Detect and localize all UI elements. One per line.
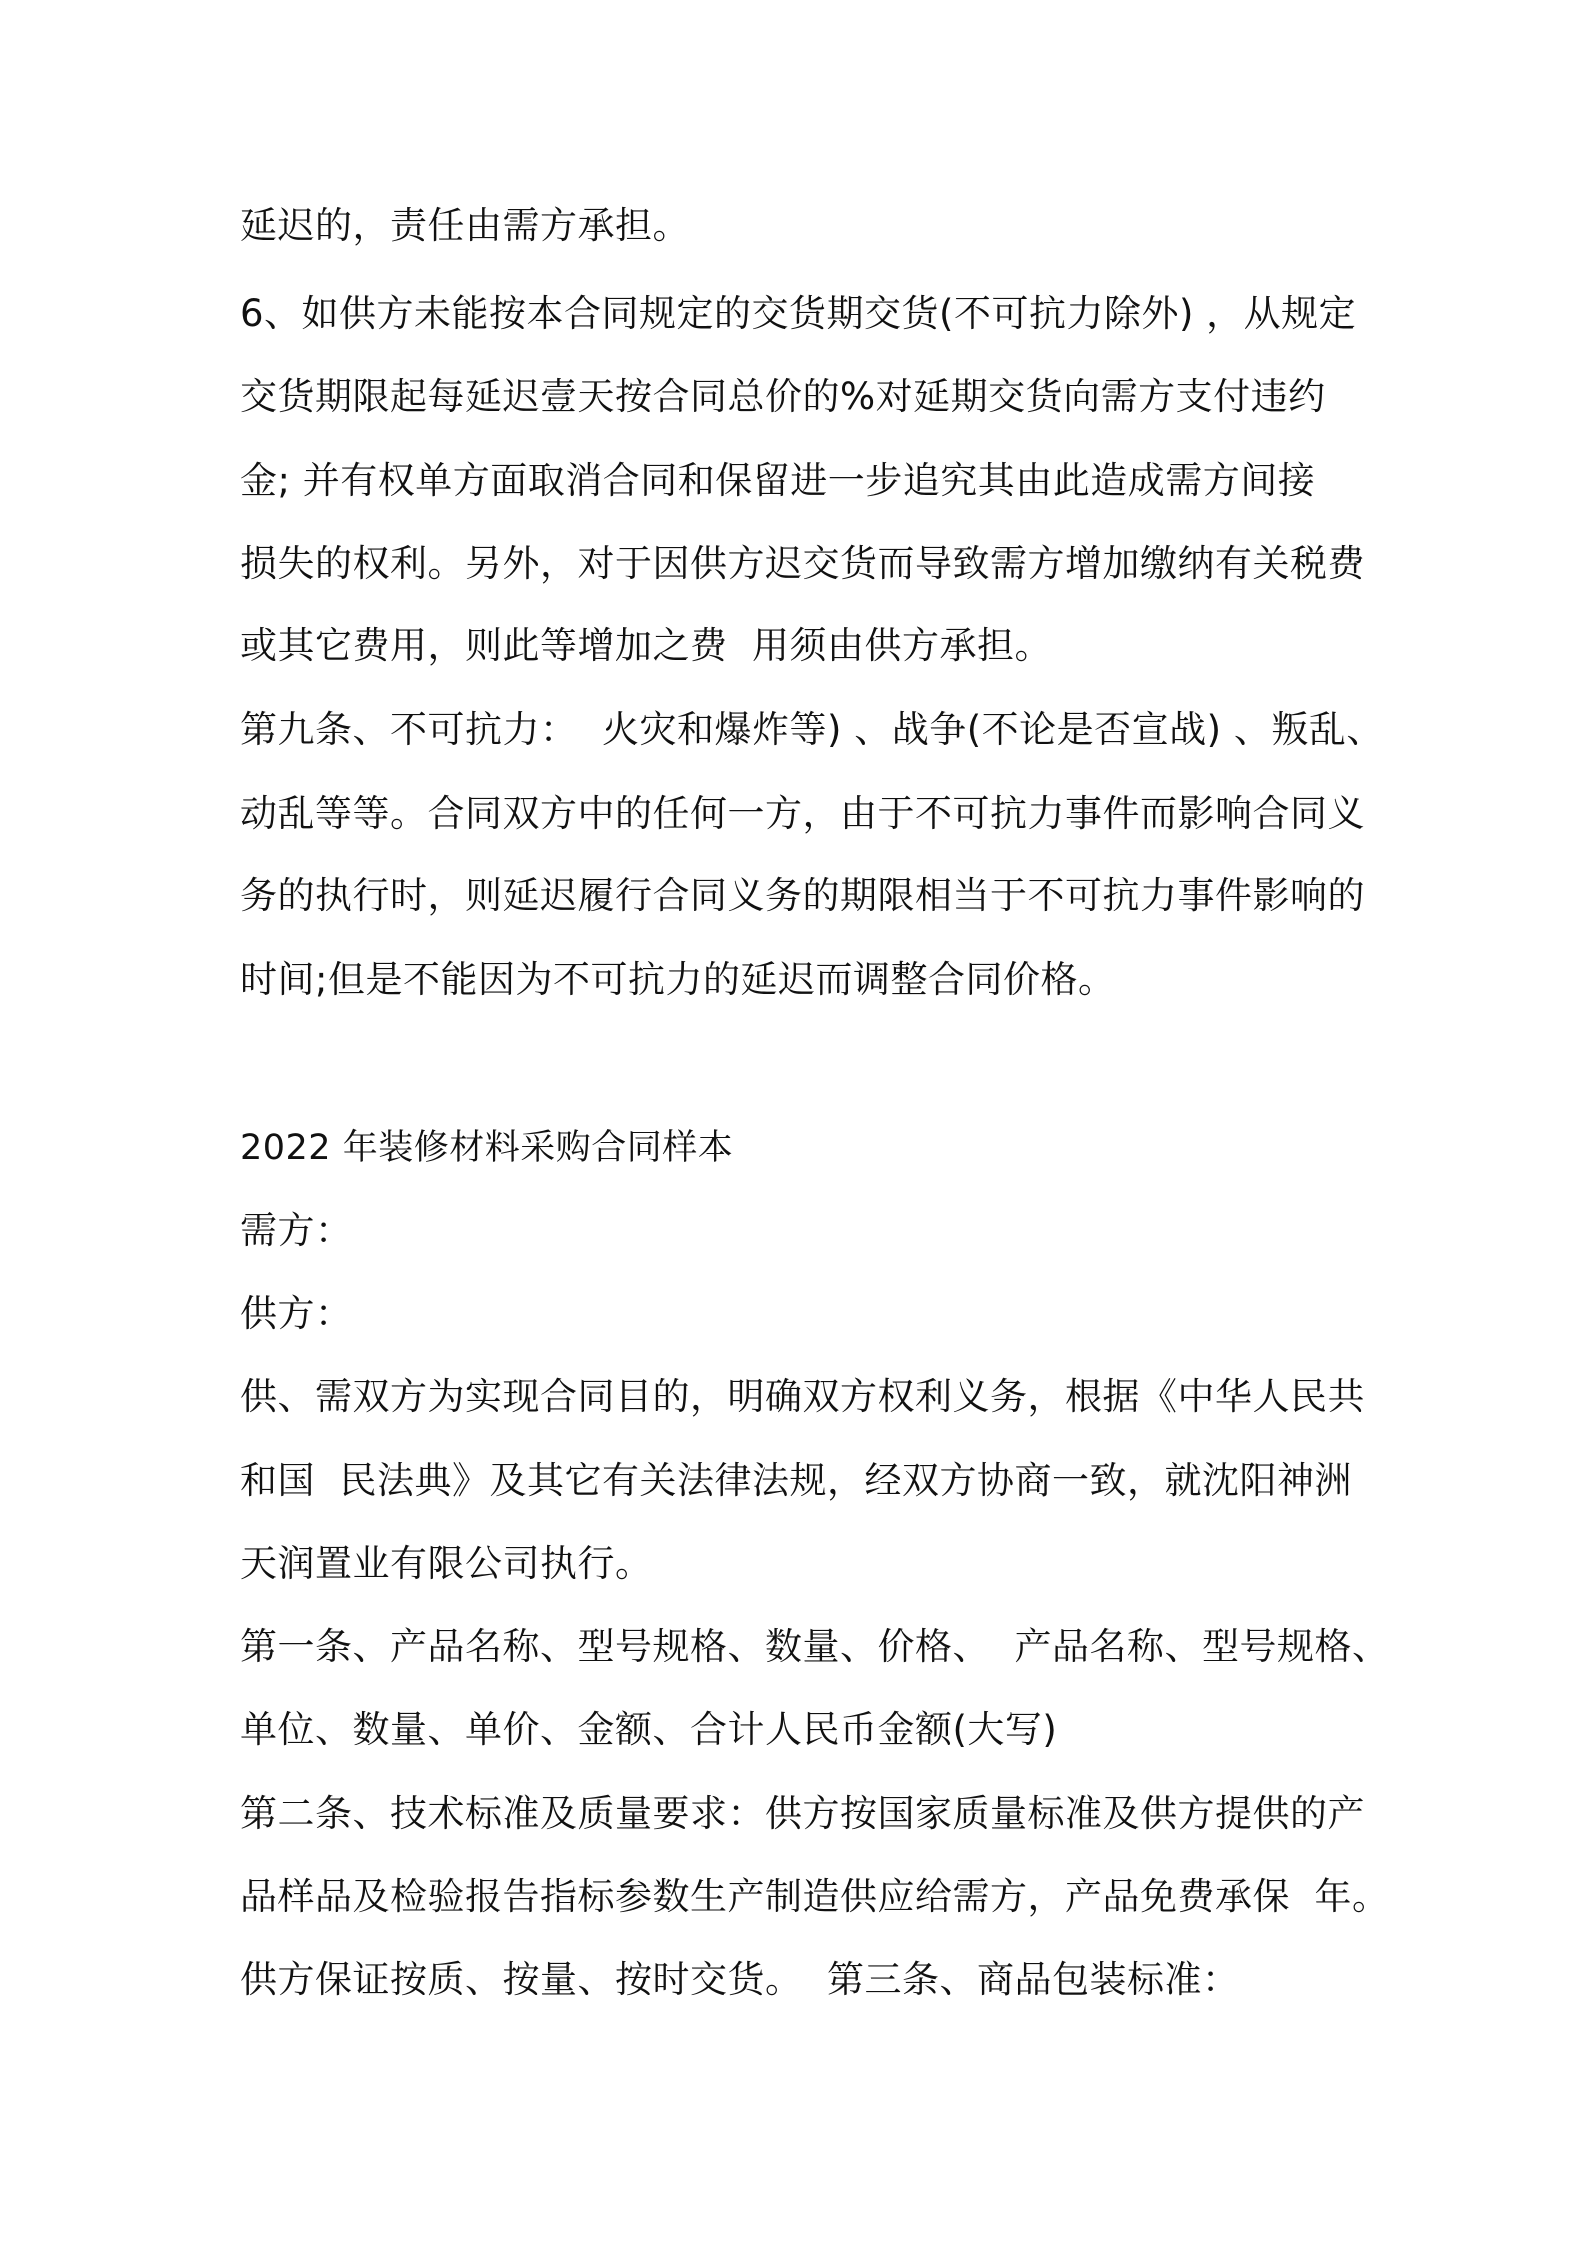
text-line: 第一条、产品名称、型号规格、数量、价格、 产品名称、型号规格、 [240,1625,1390,1668]
supplier-label: 供方： [240,1292,353,1335]
text-line: 第二条、技术标准及质量要求：供方按国家质量标准及供方提供的产 [240,1792,1365,1835]
text-line: 6、如供方未能按本合同规定的交货期交货(不可抗力除外) ，从规定 [240,292,1357,335]
text-line: 金; 并有权单方面取消合同和保留进一步追究其由此造成需方间接 [240,459,1316,502]
text-line: 天润置业有限公司执行。 [240,1542,653,1585]
section-title: 2022 年装修材料采购合同样本 [240,1128,734,1168]
text-line: 交货期限起每延迟壹天按合同总价的%对延期交货向需方支付违约 [240,375,1326,418]
text-line: 和国 民法典》及其它有关法律法规，经双方协商一致，就沈阳神洲 [240,1459,1353,1502]
text-line: 单位、数量、单价、金额、合计人民币金额(大写) [240,1708,1058,1751]
text-line: 供、需双方为实现合同目的，明确双方权利义务，根据《中华人民共 [240,1375,1365,1418]
text-line: 品样品及检验报告指标参数生产制造供应给需方，产品免费承保 年。 [240,1875,1390,1918]
text-line: 时间;但是不能因为不可抗力的延迟而调整合同价格。 [240,958,1116,1001]
text-line: 动乱等等。合同双方中的任何一方，由于不可抗力事件而影响合同义 [240,792,1365,835]
text-line: 延迟的，责任由需方承担。 [240,204,690,247]
text-line: 或其它费用，则此等增加之费 用须由供方承担。 [240,624,1053,667]
text-line: 损失的权利。另外，对于因供方迟交货而导致需方增加缴纳有关税费 [240,542,1365,585]
buyer-label: 需方： [240,1209,353,1252]
text-line: 第九条、不可抗力： 火灾和爆炸等) 、战争(不论是否宣战) 、叛乱、 [240,708,1384,751]
text-line: 供方保证按质、按量、按时交货。 第三条、商品包装标准： [240,1958,1240,2001]
text-line: 务的执行时，则延迟履行合同义务的期限相当于不可抗力事件影响的 [240,874,1365,917]
